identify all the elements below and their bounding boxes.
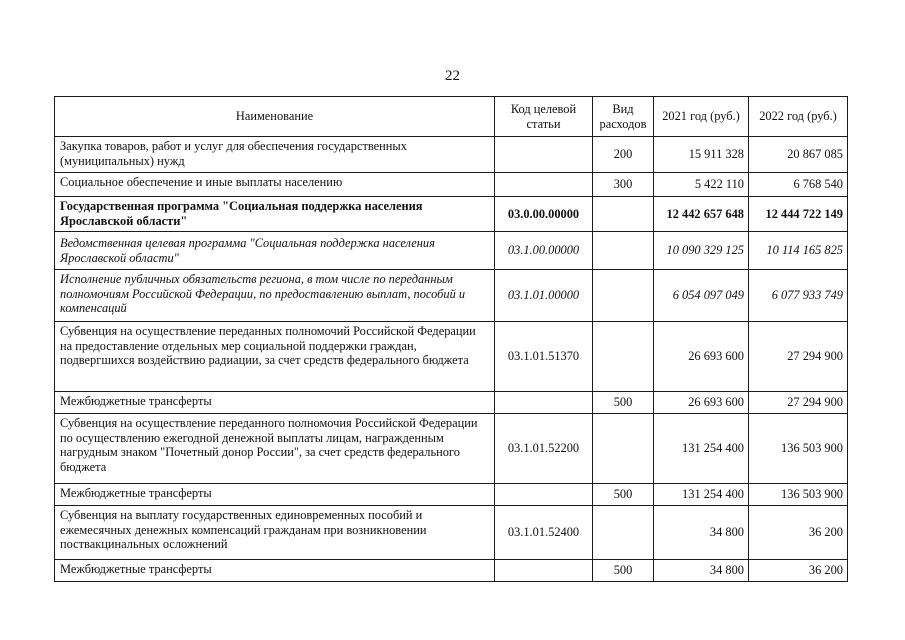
row-expense-type: 200 <box>593 137 654 173</box>
row-name: Межбюджетные трансферты <box>55 392 495 414</box>
row-code: 03.0.00.00000 <box>495 197 593 232</box>
page-number: 22 <box>445 68 460 84</box>
table-header-row <box>55 97 848 137</box>
row-amount-2022: 10 114 165 825 <box>749 232 848 270</box>
row-expense-type <box>593 232 654 270</box>
row-amount-2021: 6 054 097 049 <box>654 270 749 322</box>
row-code <box>495 173 593 197</box>
table-row <box>55 506 848 560</box>
row-code: 03.1.01.00000 <box>495 270 593 322</box>
row-amount-2021: 131 254 400 <box>654 484 749 506</box>
row-name: Социальное обеспечение и иные выплаты населению <box>55 173 495 197</box>
row-code: 03.1.01.52400 <box>495 506 593 560</box>
row-amount-2022: 36 200 <box>749 560 848 582</box>
table-row <box>55 414 848 484</box>
row-amount-2021: 26 693 600 <box>654 392 749 414</box>
row-name: Субвенция на выплату государственных единовременных пособий и ежемесячных денежных компенсаций гражданам при возникновении поствакцинальных осложнений <box>55 506 495 560</box>
row-name: Межбюджетные трансферты <box>55 560 495 582</box>
row-name: Государственная программа "Социальная поддержка населения Ярославской области" <box>55 197 495 232</box>
row-code: 03.1.00.00000 <box>495 232 593 270</box>
row-name: Исполнение публичных обязательств региона, в том числе по переданным полномочиям Российской Федерации, по предоставлению выплат, пособий и компенсаций <box>55 270 495 322</box>
table-row <box>55 197 848 232</box>
header-expense-type: Вид расходов <box>593 97 654 137</box>
row-expense-type <box>593 197 654 232</box>
row-code <box>495 137 593 173</box>
row-name: Ведомственная целевая программа "Социальная поддержка населения Ярославской области" <box>55 232 495 270</box>
header-2022: 2022 год (руб.) <box>749 97 848 137</box>
row-name: Субвенция на осуществление переданных полномочий Российской Федерации на предоставление отдельных мер социальной поддержки граждан, подвергшихся воздействию радиации, за счет средств федерального бюджета <box>55 322 495 392</box>
row-amount-2021: 34 800 <box>654 560 749 582</box>
row-amount-2021: 10 090 329 125 <box>654 232 749 270</box>
row-amount-2022: 6 768 540 <box>749 173 848 197</box>
header-2021: 2021 год (руб.) <box>654 97 749 137</box>
row-name: Субвенция на осуществление переданного полномочия Российской Федерации по осуществлению ежегодной денежной выплаты лицам, награжденным нагрудным знаком "Почетный донор России", за счет средств федерального бюджета <box>55 414 495 484</box>
row-amount-2022: 136 503 900 <box>749 414 848 484</box>
row-expense-type: 500 <box>593 392 654 414</box>
row-amount-2021: 5 422 110 <box>654 173 749 197</box>
row-code: 03.1.01.52200 <box>495 414 593 484</box>
row-code <box>495 484 593 506</box>
row-expense-type: 500 <box>593 484 654 506</box>
row-expense-type: 300 <box>593 173 654 197</box>
row-expense-type <box>593 270 654 322</box>
header-code: Код целевой статьи <box>495 97 593 137</box>
table-row <box>55 232 848 270</box>
row-amount-2022: 136 503 900 <box>749 484 848 506</box>
row-amount-2021: 34 800 <box>654 506 749 560</box>
header-name: Наименование <box>55 97 495 137</box>
budget-table <box>54 96 848 582</box>
table-row <box>55 392 848 414</box>
table-row <box>55 173 848 197</box>
row-code: 03.1.01.51370 <box>495 322 593 392</box>
row-name: Межбюджетные трансферты <box>55 484 495 506</box>
row-amount-2021: 12 442 657 648 <box>654 197 749 232</box>
row-code <box>495 560 593 582</box>
row-amount-2022: 27 294 900 <box>749 392 848 414</box>
row-expense-type <box>593 322 654 392</box>
row-amount-2022: 6 077 933 749 <box>749 270 848 322</box>
row-amount-2022: 36 200 <box>749 506 848 560</box>
table-row <box>55 322 848 392</box>
row-expense-type <box>593 414 654 484</box>
row-amount-2022: 12 444 722 149 <box>749 197 848 232</box>
row-amount-2021: 26 693 600 <box>654 322 749 392</box>
row-expense-type <box>593 506 654 560</box>
row-code <box>495 392 593 414</box>
row-amount-2021: 131 254 400 <box>654 414 749 484</box>
table-row <box>55 137 848 173</box>
row-amount-2021: 15 911 328 <box>654 137 749 173</box>
row-amount-2022: 20 867 085 <box>749 137 848 173</box>
table-row <box>55 270 848 322</box>
table-row <box>55 560 848 582</box>
row-expense-type: 500 <box>593 560 654 582</box>
row-amount-2022: 27 294 900 <box>749 322 848 392</box>
row-name: Закупка товаров, работ и услуг для обеспечения государственных (муниципальных) нужд <box>55 137 495 173</box>
table-row <box>55 484 848 506</box>
